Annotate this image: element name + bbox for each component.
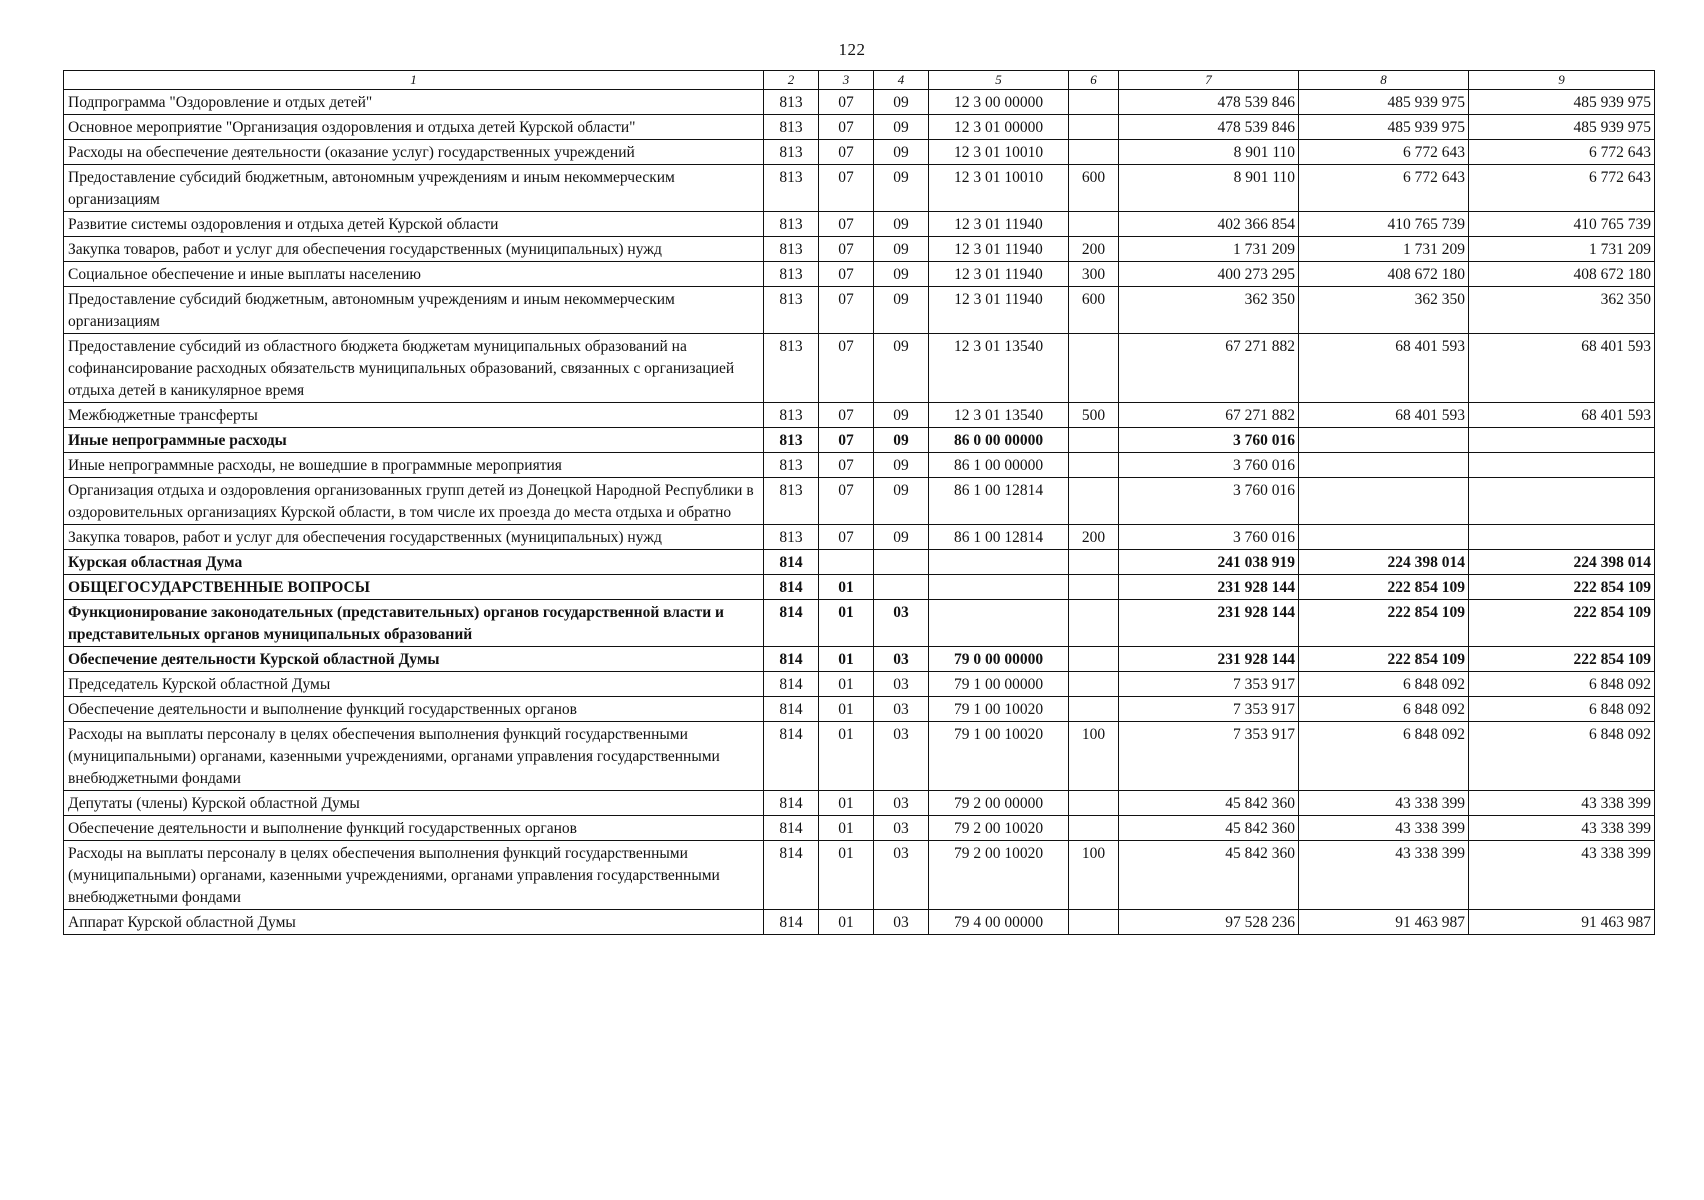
subsection-code: 09: [874, 428, 929, 453]
page-number: 122: [838, 40, 866, 59]
expense-type-code: 200: [1069, 525, 1119, 550]
subsection-code: 09: [874, 525, 929, 550]
amount-col8: 222 854 109: [1299, 575, 1469, 600]
target-article-code: 12 3 01 00000: [929, 115, 1069, 140]
expense-type-code: 600: [1069, 165, 1119, 212]
ministry-code: 814: [764, 600, 819, 647]
amount-col7: 478 539 846: [1119, 90, 1299, 115]
expense-type-code: [1069, 115, 1119, 140]
target-article-code: 79 1 00 10020: [929, 697, 1069, 722]
target-article-code: [929, 600, 1069, 647]
target-article-code: 12 3 01 10010: [929, 165, 1069, 212]
target-article-code: 79 1 00 10020: [929, 722, 1069, 791]
section-code: 07: [819, 237, 874, 262]
subsection-code: 09: [874, 165, 929, 212]
amount-col8: [1299, 525, 1469, 550]
row-name: Закупка товаров, работ и услуг для обеспечения государственных (муниципальных) нужд: [64, 525, 764, 550]
ministry-code: 813: [764, 403, 819, 428]
expense-type-code: [1069, 478, 1119, 525]
amount-col7: 241 038 919: [1119, 550, 1299, 575]
expense-type-code: [1069, 453, 1119, 478]
amount-col9: [1469, 453, 1655, 478]
column-number-row: [64, 71, 1655, 90]
target-article-code: 79 1 00 00000: [929, 672, 1069, 697]
table-row: [64, 525, 1655, 550]
table-row: [64, 140, 1655, 165]
target-article-code: 79 2 00 10020: [929, 841, 1069, 910]
amount-col8: 68 401 593: [1299, 403, 1469, 428]
table-row: [64, 453, 1655, 478]
amount-col8: 222 854 109: [1299, 647, 1469, 672]
expense-type-code: [1069, 910, 1119, 935]
amount-col9: 91 463 987: [1469, 910, 1655, 935]
section-code: 07: [819, 453, 874, 478]
amount-col9: 6 848 092: [1469, 697, 1655, 722]
section-code: 01: [819, 575, 874, 600]
ministry-code: 813: [764, 453, 819, 478]
amount-col7: 231 928 144: [1119, 647, 1299, 672]
row-name: Межбюджетные трансферты: [64, 403, 764, 428]
section-code: 01: [819, 841, 874, 910]
target-article-code: 12 3 00 00000: [929, 90, 1069, 115]
ministry-code: 813: [764, 478, 819, 525]
table-row: [64, 262, 1655, 287]
amount-col7: 3 760 016: [1119, 453, 1299, 478]
subsection-code: 03: [874, 722, 929, 791]
amount-col8: 408 672 180: [1299, 262, 1469, 287]
row-name: Предоставление субсидий бюджетным, автономным учреждениям и иным некоммерческим организациям: [64, 165, 764, 212]
section-code: 07: [819, 212, 874, 237]
target-article-code: 79 4 00 00000: [929, 910, 1069, 935]
table-row: [64, 647, 1655, 672]
amount-col7: 231 928 144: [1119, 575, 1299, 600]
row-name: Иные непрограммные расходы: [64, 428, 764, 453]
target-article-code: [929, 550, 1069, 575]
amount-col7: 8 901 110: [1119, 140, 1299, 165]
amount-col9: [1469, 478, 1655, 525]
amount-col9: 6 772 643: [1469, 140, 1655, 165]
column-number: 4: [874, 71, 929, 90]
amount-col9: 222 854 109: [1469, 575, 1655, 600]
amount-col7: 3 760 016: [1119, 525, 1299, 550]
amount-col9: 43 338 399: [1469, 791, 1655, 816]
ministry-code: 813: [764, 428, 819, 453]
row-name: Подпрограмма "Оздоровление и отдых детей": [64, 90, 764, 115]
amount-col8: 68 401 593: [1299, 334, 1469, 403]
column-number: 2: [764, 71, 819, 90]
table-row: [64, 600, 1655, 647]
column-number: 1: [64, 71, 764, 90]
table-row: [64, 550, 1655, 575]
expense-type-code: [1069, 334, 1119, 403]
row-name: Основное мероприятие "Организация оздоровления и отдыха детей Курской области": [64, 115, 764, 140]
subsection-code: 09: [874, 115, 929, 140]
row-name: Расходы на выплаты персоналу в целях обеспечения выполнения функций государственными (муниципальными) органами, казенными учреждениями, органами управления государственными внебюджетными фондами: [64, 841, 764, 910]
amount-col7: 7 353 917: [1119, 697, 1299, 722]
row-name: Социальное обеспечение и иные выплаты населению: [64, 262, 764, 287]
section-code: 07: [819, 403, 874, 428]
section-code: 01: [819, 816, 874, 841]
expense-type-code: [1069, 697, 1119, 722]
expense-type-code: [1069, 550, 1119, 575]
amount-col8: 362 350: [1299, 287, 1469, 334]
ministry-code: 813: [764, 165, 819, 212]
column-number: 7: [1119, 71, 1299, 90]
ministry-code: 814: [764, 697, 819, 722]
amount-col8: 222 854 109: [1299, 600, 1469, 647]
amount-col9: 68 401 593: [1469, 334, 1655, 403]
amount-col9: 362 350: [1469, 287, 1655, 334]
subsection-code: 03: [874, 672, 929, 697]
amount-col7: 67 271 882: [1119, 334, 1299, 403]
ministry-code: 813: [764, 90, 819, 115]
amount-col7: 3 760 016: [1119, 478, 1299, 525]
ministry-code: 814: [764, 550, 819, 575]
subsection-code: 09: [874, 237, 929, 262]
amount-col8: 91 463 987: [1299, 910, 1469, 935]
target-article-code: 12 3 01 11940: [929, 212, 1069, 237]
ministry-code: 814: [764, 841, 819, 910]
column-number: 5: [929, 71, 1069, 90]
amount-col7: 1 731 209: [1119, 237, 1299, 262]
section-code: 07: [819, 90, 874, 115]
expense-type-code: 600: [1069, 287, 1119, 334]
amount-col9: 6 848 092: [1469, 722, 1655, 791]
amount-col9: [1469, 525, 1655, 550]
amount-col9: [1469, 428, 1655, 453]
section-code: 01: [819, 910, 874, 935]
amount-col9: 410 765 739: [1469, 212, 1655, 237]
target-article-code: [929, 575, 1069, 600]
amount-col8: 224 398 014: [1299, 550, 1469, 575]
row-name: Обеспечение деятельности и выполнение функций государственных органов: [64, 816, 764, 841]
amount-col9: 222 854 109: [1469, 600, 1655, 647]
row-name: Иные непрограммные расходы, не вошедшие в программные мероприятия: [64, 453, 764, 478]
expense-type-code: 500: [1069, 403, 1119, 428]
expense-type-code: [1069, 575, 1119, 600]
amount-col8: 6 848 092: [1299, 697, 1469, 722]
subsection-code: 03: [874, 791, 929, 816]
target-article-code: 79 0 00 00000: [929, 647, 1069, 672]
row-name: Организация отдыха и оздоровления организованных групп детей из Донецкой Народной Республики в оздоровительных организациях Курской области, в том числе их проезда до места отдыха и обратно: [64, 478, 764, 525]
amount-col9: 6 848 092: [1469, 672, 1655, 697]
amount-col9: 6 772 643: [1469, 165, 1655, 212]
table-row: [64, 791, 1655, 816]
target-article-code: 86 1 00 00000: [929, 453, 1069, 478]
amount-col8: 43 338 399: [1299, 841, 1469, 910]
expense-type-code: [1069, 600, 1119, 647]
amount-col7: 7 353 917: [1119, 672, 1299, 697]
row-name: Расходы на обеспечение деятельности (оказание услуг) государственных учреждений: [64, 140, 764, 165]
ministry-code: 814: [764, 575, 819, 600]
expense-type-code: [1069, 672, 1119, 697]
subsection-code: 03: [874, 841, 929, 910]
target-article-code: 86 1 00 12814: [929, 478, 1069, 525]
ministry-code: 813: [764, 140, 819, 165]
target-article-code: 86 1 00 12814: [929, 525, 1069, 550]
ministry-code: 813: [764, 334, 819, 403]
row-name: Развитие системы оздоровления и отдыха детей Курской области: [64, 212, 764, 237]
table-row: [64, 816, 1655, 841]
table-row: [64, 165, 1655, 212]
budget-table: [63, 70, 1655, 935]
amount-col7: 67 271 882: [1119, 403, 1299, 428]
target-article-code: 12 3 01 10010: [929, 140, 1069, 165]
subsection-code: 09: [874, 453, 929, 478]
subsection-code: 03: [874, 816, 929, 841]
amount-col7: 402 366 854: [1119, 212, 1299, 237]
amount-col7: 45 842 360: [1119, 816, 1299, 841]
subsection-code: 09: [874, 478, 929, 525]
section-code: 07: [819, 478, 874, 525]
ministry-code: 814: [764, 722, 819, 791]
amount-col8: 43 338 399: [1299, 791, 1469, 816]
subsection-code: [874, 550, 929, 575]
amount-col8: [1299, 428, 1469, 453]
section-code: 01: [819, 722, 874, 791]
target-article-code: 12 3 01 11940: [929, 262, 1069, 287]
amount-col9: 43 338 399: [1469, 816, 1655, 841]
amount-col7: 97 528 236: [1119, 910, 1299, 935]
row-name: Обеспечение деятельности и выполнение функций государственных органов: [64, 697, 764, 722]
amount-col9: 43 338 399: [1469, 841, 1655, 910]
ministry-code: 813: [764, 525, 819, 550]
row-name: Предоставление субсидий бюджетным, автономным учреждениям и иным некоммерческим организациям: [64, 287, 764, 334]
subsection-code: 09: [874, 403, 929, 428]
ministry-code: 814: [764, 791, 819, 816]
row-name: Курская областная Дума: [64, 550, 764, 575]
table-row: [64, 722, 1655, 791]
target-article-code: 12 3 01 13540: [929, 403, 1069, 428]
table-row: [64, 841, 1655, 910]
row-name: Председатель Курской областной Думы: [64, 672, 764, 697]
target-article-code: 79 2 00 10020: [929, 816, 1069, 841]
amount-col7: 8 901 110: [1119, 165, 1299, 212]
section-code: 07: [819, 262, 874, 287]
table-row: [64, 910, 1655, 935]
expense-type-code: [1069, 647, 1119, 672]
subsection-code: [874, 575, 929, 600]
table-row: [64, 575, 1655, 600]
amount-col8: 485 939 975: [1299, 90, 1469, 115]
table-row: [64, 428, 1655, 453]
amount-col7: 45 842 360: [1119, 841, 1299, 910]
amount-col9: 408 672 180: [1469, 262, 1655, 287]
ministry-code: 813: [764, 237, 819, 262]
column-number: 3: [819, 71, 874, 90]
ministry-code: 814: [764, 672, 819, 697]
row-name: Предоставление субсидий из областного бюджета бюджетам муниципальных образований на софинансирование расходных обязательств муниципальных образований, связанных с организацией отдыха детей в каникулярное время: [64, 334, 764, 403]
section-code: 01: [819, 672, 874, 697]
expense-type-code: [1069, 428, 1119, 453]
expense-type-code: [1069, 212, 1119, 237]
amount-col8: 6 772 643: [1299, 140, 1469, 165]
section-code: 07: [819, 140, 874, 165]
table-body: [64, 90, 1655, 935]
subsection-code: 09: [874, 90, 929, 115]
amount-col9: 485 939 975: [1469, 90, 1655, 115]
row-name: Обеспечение деятельности Курской областной Думы: [64, 647, 764, 672]
expense-type-code: 100: [1069, 841, 1119, 910]
subsection-code: 09: [874, 334, 929, 403]
target-article-code: 12 3 01 13540: [929, 334, 1069, 403]
expense-type-code: [1069, 791, 1119, 816]
target-article-code: 12 3 01 11940: [929, 287, 1069, 334]
amount-col8: 6 848 092: [1299, 672, 1469, 697]
expense-type-code: 100: [1069, 722, 1119, 791]
table-row: [64, 115, 1655, 140]
row-name: ОБЩЕГОСУДАРСТВЕННЫЕ ВОПРОСЫ: [64, 575, 764, 600]
amount-col7: 7 353 917: [1119, 722, 1299, 791]
section-code: [819, 550, 874, 575]
table-row: [64, 403, 1655, 428]
amount-col8: [1299, 453, 1469, 478]
amount-col7: 362 350: [1119, 287, 1299, 334]
expense-type-code: [1069, 140, 1119, 165]
ministry-code: 813: [764, 287, 819, 334]
ministry-code: 814: [764, 910, 819, 935]
subsection-code: 09: [874, 262, 929, 287]
amount-col8: 6 772 643: [1299, 165, 1469, 212]
amount-col8: 6 848 092: [1299, 722, 1469, 791]
column-number: 6: [1069, 71, 1119, 90]
ministry-code: 813: [764, 115, 819, 140]
table-row: [64, 478, 1655, 525]
amount-col9: 222 854 109: [1469, 647, 1655, 672]
amount-col7: 231 928 144: [1119, 600, 1299, 647]
section-code: 07: [819, 287, 874, 334]
target-article-code: 79 2 00 00000: [929, 791, 1069, 816]
amount-col8: 485 939 975: [1299, 115, 1469, 140]
expense-type-code: [1069, 816, 1119, 841]
row-name: Аппарат Курской областной Думы: [64, 910, 764, 935]
section-code: 07: [819, 428, 874, 453]
ministry-code: 814: [764, 816, 819, 841]
amount-col8: 410 765 739: [1299, 212, 1469, 237]
section-code: 01: [819, 791, 874, 816]
amount-col8: [1299, 478, 1469, 525]
amount-col7: 45 842 360: [1119, 791, 1299, 816]
subsection-code: 09: [874, 212, 929, 237]
section-code: 07: [819, 334, 874, 403]
amount-col9: 1 731 209: [1469, 237, 1655, 262]
amount-col9: 68 401 593: [1469, 403, 1655, 428]
amount-col8: 1 731 209: [1299, 237, 1469, 262]
target-article-code: 86 0 00 00000: [929, 428, 1069, 453]
amount-col7: 478 539 846: [1119, 115, 1299, 140]
table-row: [64, 90, 1655, 115]
column-number: 8: [1299, 71, 1469, 90]
section-code: 01: [819, 600, 874, 647]
table-row: [64, 334, 1655, 403]
table-row: [64, 212, 1655, 237]
row-name: Расходы на выплаты персоналу в целях обеспечения выполнения функций государственными (муниципальными) органами, казенными учреждениями, органами управления государственными внебюджетными фондами: [64, 722, 764, 791]
subsection-code: 09: [874, 140, 929, 165]
section-code: 01: [819, 697, 874, 722]
ministry-code: 814: [764, 647, 819, 672]
subsection-code: 03: [874, 697, 929, 722]
section-code: 07: [819, 165, 874, 212]
subsection-code: 03: [874, 647, 929, 672]
column-number: 9: [1469, 71, 1655, 90]
table-row: [64, 237, 1655, 262]
table-row: [64, 697, 1655, 722]
amount-col8: 43 338 399: [1299, 816, 1469, 841]
amount-col9: 485 939 975: [1469, 115, 1655, 140]
ministry-code: 813: [764, 212, 819, 237]
section-code: 07: [819, 115, 874, 140]
amount-col7: 400 273 295: [1119, 262, 1299, 287]
ministry-code: 813: [764, 262, 819, 287]
table-row: [64, 287, 1655, 334]
subsection-code: 03: [874, 910, 929, 935]
subsection-code: 09: [874, 287, 929, 334]
expense-type-code: 200: [1069, 237, 1119, 262]
amount-col7: 3 760 016: [1119, 428, 1299, 453]
section-code: 07: [819, 525, 874, 550]
row-name: Закупка товаров, работ и услуг для обеспечения государственных (муниципальных) нужд: [64, 237, 764, 262]
table-row: [64, 672, 1655, 697]
row-name: Депутаты (члены) Курской областной Думы: [64, 791, 764, 816]
subsection-code: 03: [874, 600, 929, 647]
section-code: 01: [819, 647, 874, 672]
target-article-code: 12 3 01 11940: [929, 237, 1069, 262]
amount-col9: 224 398 014: [1469, 550, 1655, 575]
expense-type-code: 300: [1069, 262, 1119, 287]
row-name: Функционирование законодательных (представительных) органов государственной власти и представительных органов муниципальных образований: [64, 600, 764, 647]
expense-type-code: [1069, 90, 1119, 115]
